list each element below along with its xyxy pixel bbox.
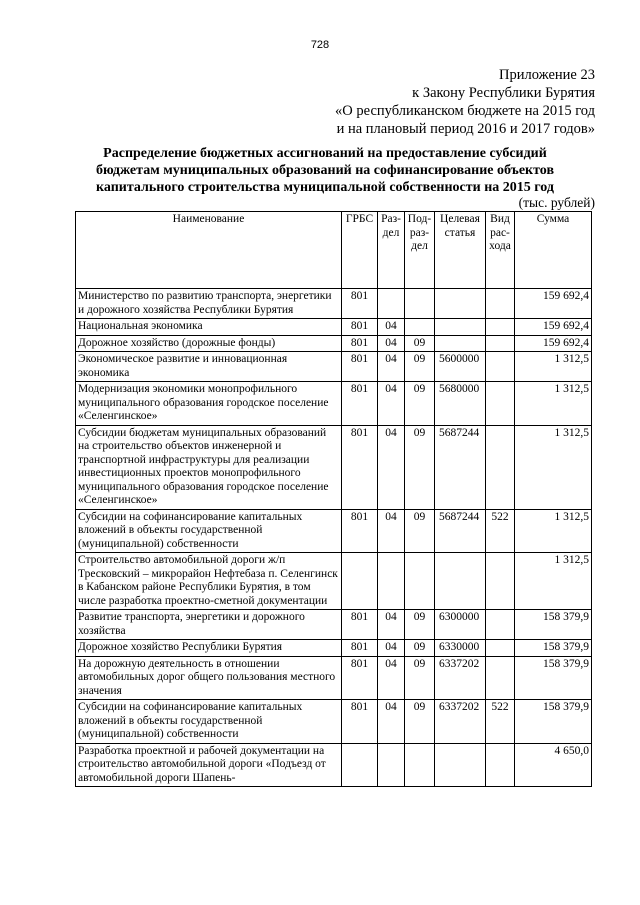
col-header-podrazdel: Под- раз- дел [405, 212, 435, 289]
cell-podrazdel [405, 743, 435, 787]
col-header-sum: Сумма [515, 212, 592, 289]
table-row [76, 352, 592, 382]
cell-grbs: 801 [342, 610, 378, 640]
cell-podrazdel: 09 [405, 640, 435, 657]
title-line-2: бюджетам муниципальных образований на софинансирование объектов [95, 163, 555, 178]
cell-podrazdel: 09 [405, 700, 435, 744]
cell-name: Строительство автомобильной дороги ж/п Тресковский – микрорайон Нефтебаза п. Селенгинск в Кабанском районе Республики Бурятия, в том числе разработка проектно-сметной документации [76, 553, 342, 610]
cell-sum: 1 312,5 [515, 553, 592, 610]
col-header-target: Целевая статья [435, 212, 486, 289]
cell-name: Субсидии бюджетам муниципальных образований на строительство объектов инженерной и транспортной инфраструктуры для реализации инвестиционных проектов монопрофильного муниципального образования городское поселение «Селенгинское» [76, 425, 342, 509]
col-header-grbs: ГРБС [342, 212, 378, 289]
cell-grbs: 801 [342, 289, 378, 319]
title-line-1: Распределение бюджетных ассигнований на предоставление субсидий [103, 146, 547, 161]
cell-podrazdel: 09 [405, 382, 435, 426]
cell-name: Дорожное хозяйство (дорожные фонды) [76, 335, 342, 352]
cell-target: 5687244 [435, 509, 486, 553]
cell-target: 6300000 [435, 610, 486, 640]
cell-grbs: 801 [342, 382, 378, 426]
cell-vid: 522 [486, 700, 515, 744]
cell-vid [486, 382, 515, 426]
cell-name: Модернизация экономики монопрофильного муниципального образования городское поселение «Селенгинское» [76, 382, 342, 426]
cell-vid [486, 335, 515, 352]
cell-razdel: 04 [378, 335, 405, 352]
cell-target: 6330000 [435, 640, 486, 657]
cell-razdel: 04 [378, 509, 405, 553]
cell-name: Национальная экономика [76, 319, 342, 336]
cell-grbs: 801 [342, 700, 378, 744]
table-row [76, 640, 592, 657]
cell-razdel: 04 [378, 656, 405, 700]
cell-name: Министерство по развитию транспорта, энергетики и дорожного хозяйства Республики Бурятия [76, 289, 342, 319]
cell-name: Дорожное хозяйство Республики Бурятия [76, 640, 342, 657]
cell-sum: 158 379,9 [515, 656, 592, 700]
units-label: (тыс. рублей) [518, 195, 595, 210]
page-number: 728 [310, 39, 330, 51]
cell-target [435, 289, 486, 319]
cell-vid [486, 553, 515, 610]
cell-vid [486, 352, 515, 382]
cell-grbs: 801 [342, 640, 378, 657]
cell-razdel [378, 289, 405, 319]
table-row [76, 382, 592, 426]
cell-grbs: 801 [342, 425, 378, 509]
cell-target: 6337202 [435, 700, 486, 744]
col-header-name: Наименование [76, 212, 342, 289]
cell-razdel: 04 [378, 640, 405, 657]
cell-podrazdel: 09 [405, 425, 435, 509]
cell-podrazdel: 09 [405, 352, 435, 382]
table-row [76, 335, 592, 352]
cell-podrazdel: 09 [405, 656, 435, 700]
cell-sum: 158 379,9 [515, 610, 592, 640]
cell-razdel [378, 743, 405, 787]
cell-sum: 159 692,4 [515, 319, 592, 336]
table-header-row [76, 212, 592, 289]
cell-razdel [378, 553, 405, 610]
cell-podrazdel [405, 289, 435, 319]
cell-podrazdel [405, 319, 435, 336]
cell-target: 5687244 [435, 425, 486, 509]
cell-grbs: 801 [342, 319, 378, 336]
cell-vid [486, 640, 515, 657]
col-header-razdel: Раз- дел [378, 212, 405, 289]
cell-name: На дорожную деятельность в отношении автомобильных дорог общего пользования местного значения [76, 656, 342, 700]
cell-sum: 158 379,9 [515, 700, 592, 744]
cell-vid [486, 743, 515, 787]
cell-vid [486, 425, 515, 509]
cell-razdel: 04 [378, 382, 405, 426]
cell-target [435, 553, 486, 610]
table-row [76, 319, 592, 336]
cell-grbs: 801 [342, 352, 378, 382]
cell-sum: 1 312,5 [515, 382, 592, 426]
cell-sum: 159 692,4 [515, 335, 592, 352]
cell-vid [486, 656, 515, 700]
cell-target [435, 335, 486, 352]
cell-target: 5680000 [435, 382, 486, 426]
cell-grbs [342, 743, 378, 787]
cell-razdel: 04 [378, 425, 405, 509]
cell-name: Разработка проектной и рабочей документации на строительство автомобильной дороги «Подъезд от автомобильной дороги Шапень- [76, 743, 342, 787]
cell-name: Экономическое развитие и инновационная экономика [76, 352, 342, 382]
appendix-line-4: и на плановый период 2016 и 2017 годов» [336, 121, 595, 137]
cell-razdel: 04 [378, 319, 405, 336]
appendix-line-1: Приложение 23 [499, 67, 595, 83]
cell-podrazdel: 09 [405, 335, 435, 352]
cell-vid [486, 610, 515, 640]
table-row [76, 553, 592, 610]
cell-vid: 522 [486, 509, 515, 553]
table-row [76, 289, 592, 319]
cell-grbs: 801 [342, 509, 378, 553]
table-row [76, 425, 592, 509]
table-row [76, 509, 592, 553]
cell-sum: 159 692,4 [515, 289, 592, 319]
appendix-header [335, 66, 595, 138]
col-header-vid: Вид рас- хода [486, 212, 515, 289]
cell-razdel: 04 [378, 700, 405, 744]
cell-name: Субсидии на софинансирование капитальных вложений в объекты государственной (муниципальной) собственности [76, 509, 342, 553]
cell-vid [486, 289, 515, 319]
appendix-line-3: «О республиканском бюджете на 2015 год [335, 103, 595, 119]
cell-podrazdel: 09 [405, 610, 435, 640]
cell-target: 6337202 [435, 656, 486, 700]
document-title [60, 145, 590, 196]
cell-sum: 1 312,5 [515, 425, 592, 509]
cell-target [435, 743, 486, 787]
cell-podrazdel: 09 [405, 509, 435, 553]
cell-grbs: 801 [342, 656, 378, 700]
cell-name: Субсидии на софинансирование капитальных вложений в объекты государственной (муниципальной) собственности [76, 700, 342, 744]
table-row [76, 700, 592, 744]
table-row [76, 610, 592, 640]
table-row [76, 656, 592, 700]
table-body [76, 289, 592, 787]
table-row [76, 743, 592, 787]
cell-name: Развитие транспорта, энергетики и дорожного хозяйства [76, 610, 342, 640]
cell-razdel: 04 [378, 610, 405, 640]
cell-target [435, 319, 486, 336]
cell-sum: 1 312,5 [515, 509, 592, 553]
cell-target: 5600000 [435, 352, 486, 382]
cell-sum: 4 650,0 [515, 743, 592, 787]
cell-sum: 1 312,5 [515, 352, 592, 382]
budget-table [75, 211, 592, 787]
cell-grbs: 801 [342, 335, 378, 352]
cell-razdel: 04 [378, 352, 405, 382]
cell-grbs [342, 553, 378, 610]
cell-podrazdel [405, 553, 435, 610]
title-line-3: капитального строительства муниципальной собственности на 2015 год [96, 180, 554, 195]
cell-vid [486, 319, 515, 336]
cell-sum: 158 379,9 [515, 640, 592, 657]
appendix-line-2: к Закону Республики Бурятия [412, 85, 595, 101]
